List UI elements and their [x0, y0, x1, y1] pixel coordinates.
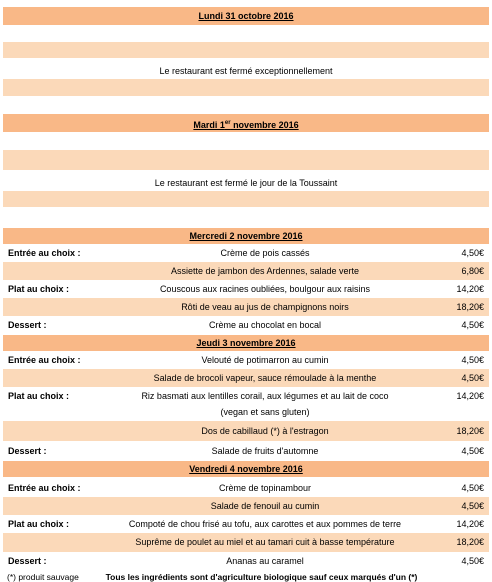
course-label: Dessert :: [8, 320, 47, 330]
menu-row: [3, 552, 489, 570]
menu-row: [3, 298, 489, 316]
dish-name: Crème de topinambour: [218, 483, 312, 493]
day-header: [3, 461, 489, 477]
blank-row: [3, 79, 489, 96]
menu-row: [3, 369, 489, 387]
course-label: Dessert :: [8, 556, 47, 566]
menu-row: [3, 316, 489, 334]
dish-price: 4,50€: [461, 446, 484, 456]
dish-price: 14,20€: [456, 519, 484, 529]
dish-name: Salade de brocoli vapeur, sauce rémoulade à la menthe: [153, 373, 377, 383]
course-label: Dessert :: [8, 446, 47, 456]
wild-product-note: (*) produit sauvage: [7, 572, 79, 582]
course-label: Plat au choix :: [8, 284, 70, 294]
dish-name: Velouté de potimarron au cumin: [201, 355, 329, 365]
organic-note: Tous les ingrédients sont d'agriculture biologique sauf ceux marqués d'un (*): [105, 572, 418, 582]
dish-price: 14,20€: [456, 284, 484, 294]
blank-row: [3, 150, 489, 170]
dish-price: 18,20€: [456, 302, 484, 312]
closure-message: [3, 63, 489, 79]
menu-row: [3, 280, 489, 298]
dish-name: Salade de fruits d'automne: [211, 446, 319, 456]
menu-row: [3, 262, 489, 280]
menu-row: [3, 479, 489, 497]
dish-name: [98, 388, 432, 420]
closure-text: Le restaurant est fermé exceptionnellement: [159, 66, 333, 76]
menu-row: [3, 388, 489, 420]
day-header: [3, 114, 489, 132]
dish-price: 4,50€: [461, 483, 484, 493]
dish-price: 4,50€: [461, 320, 484, 330]
day-title: Jeudi 3 novembre 2016: [196, 338, 296, 348]
dish-name: Ananas au caramel: [226, 556, 304, 566]
course-label: Plat au choix :: [8, 519, 70, 529]
dish-line: (vegan et sans gluten): [220, 407, 310, 417]
dish-name: Couscous aux racines oubliées, boulgour aux raisins: [159, 284, 371, 294]
day-header: [3, 228, 489, 244]
dish-line: Riz basmati aux lentilles corail, aux légumes et au lait de coco: [141, 391, 389, 401]
dish-price: 4,50€: [461, 355, 484, 365]
day-title: Vendredi 4 novembre 2016: [189, 464, 303, 474]
dish-name: Assiette de jambon des Ardennes, salade verte: [170, 266, 360, 276]
blank-row: [3, 191, 489, 207]
dish-name: Crème de pois cassés: [220, 248, 310, 258]
dish-name: Rôti de veau au jus de champignons noirs: [181, 302, 349, 312]
course-label: Entrée au choix :: [8, 248, 81, 258]
day-title: Lundi 31 octobre 2016: [198, 11, 294, 21]
dish-price: 6,80€: [461, 266, 484, 276]
blank-row: [3, 42, 489, 58]
closure-text: Le restaurant est fermé le jour de la Toussaint: [154, 178, 338, 188]
dish-price: 4,50€: [461, 556, 484, 566]
dish-price: 18,20€: [456, 537, 484, 547]
dish-name: Suprême de poulet au miel et au tamari cuit à basse température: [135, 537, 395, 547]
menu-row: [3, 351, 489, 369]
course-label: Entrée au choix :: [8, 483, 81, 493]
menu-row: [3, 421, 489, 441]
day-header: [3, 335, 489, 351]
closure-message: [3, 175, 489, 191]
dish-price: 4,50€: [461, 373, 484, 383]
menu-row: [3, 244, 489, 262]
menu-row: [3, 442, 489, 460]
course-label: Plat au choix :: [8, 391, 70, 401]
dish-price: 4,50€: [461, 248, 484, 258]
dish-price: 18,20€: [456, 426, 484, 436]
dish-name: Compoté de chou frisé au tofu, aux carottes et aux pommes de terre: [128, 519, 402, 529]
day-title: Mercredi 2 novembre 2016: [189, 231, 303, 241]
dish-name: Crème au chocolat en bocal: [208, 320, 322, 330]
day-title: Mardi 1er novembre 2016: [193, 120, 299, 130]
footer-note: [7, 572, 417, 582]
dish-name: Salade de fenouil au cumin: [210, 501, 320, 511]
day-header: [3, 7, 489, 25]
dish-price: 14,20€: [456, 391, 484, 401]
dish-price: 4,50€: [461, 501, 484, 511]
menu-row: [3, 515, 489, 533]
menu-row: [3, 497, 489, 515]
course-label: Entrée au choix :: [8, 355, 81, 365]
dish-name: Dos de cabillaud (*) à l'estragon: [201, 426, 329, 436]
menu-row: [3, 533, 489, 552]
